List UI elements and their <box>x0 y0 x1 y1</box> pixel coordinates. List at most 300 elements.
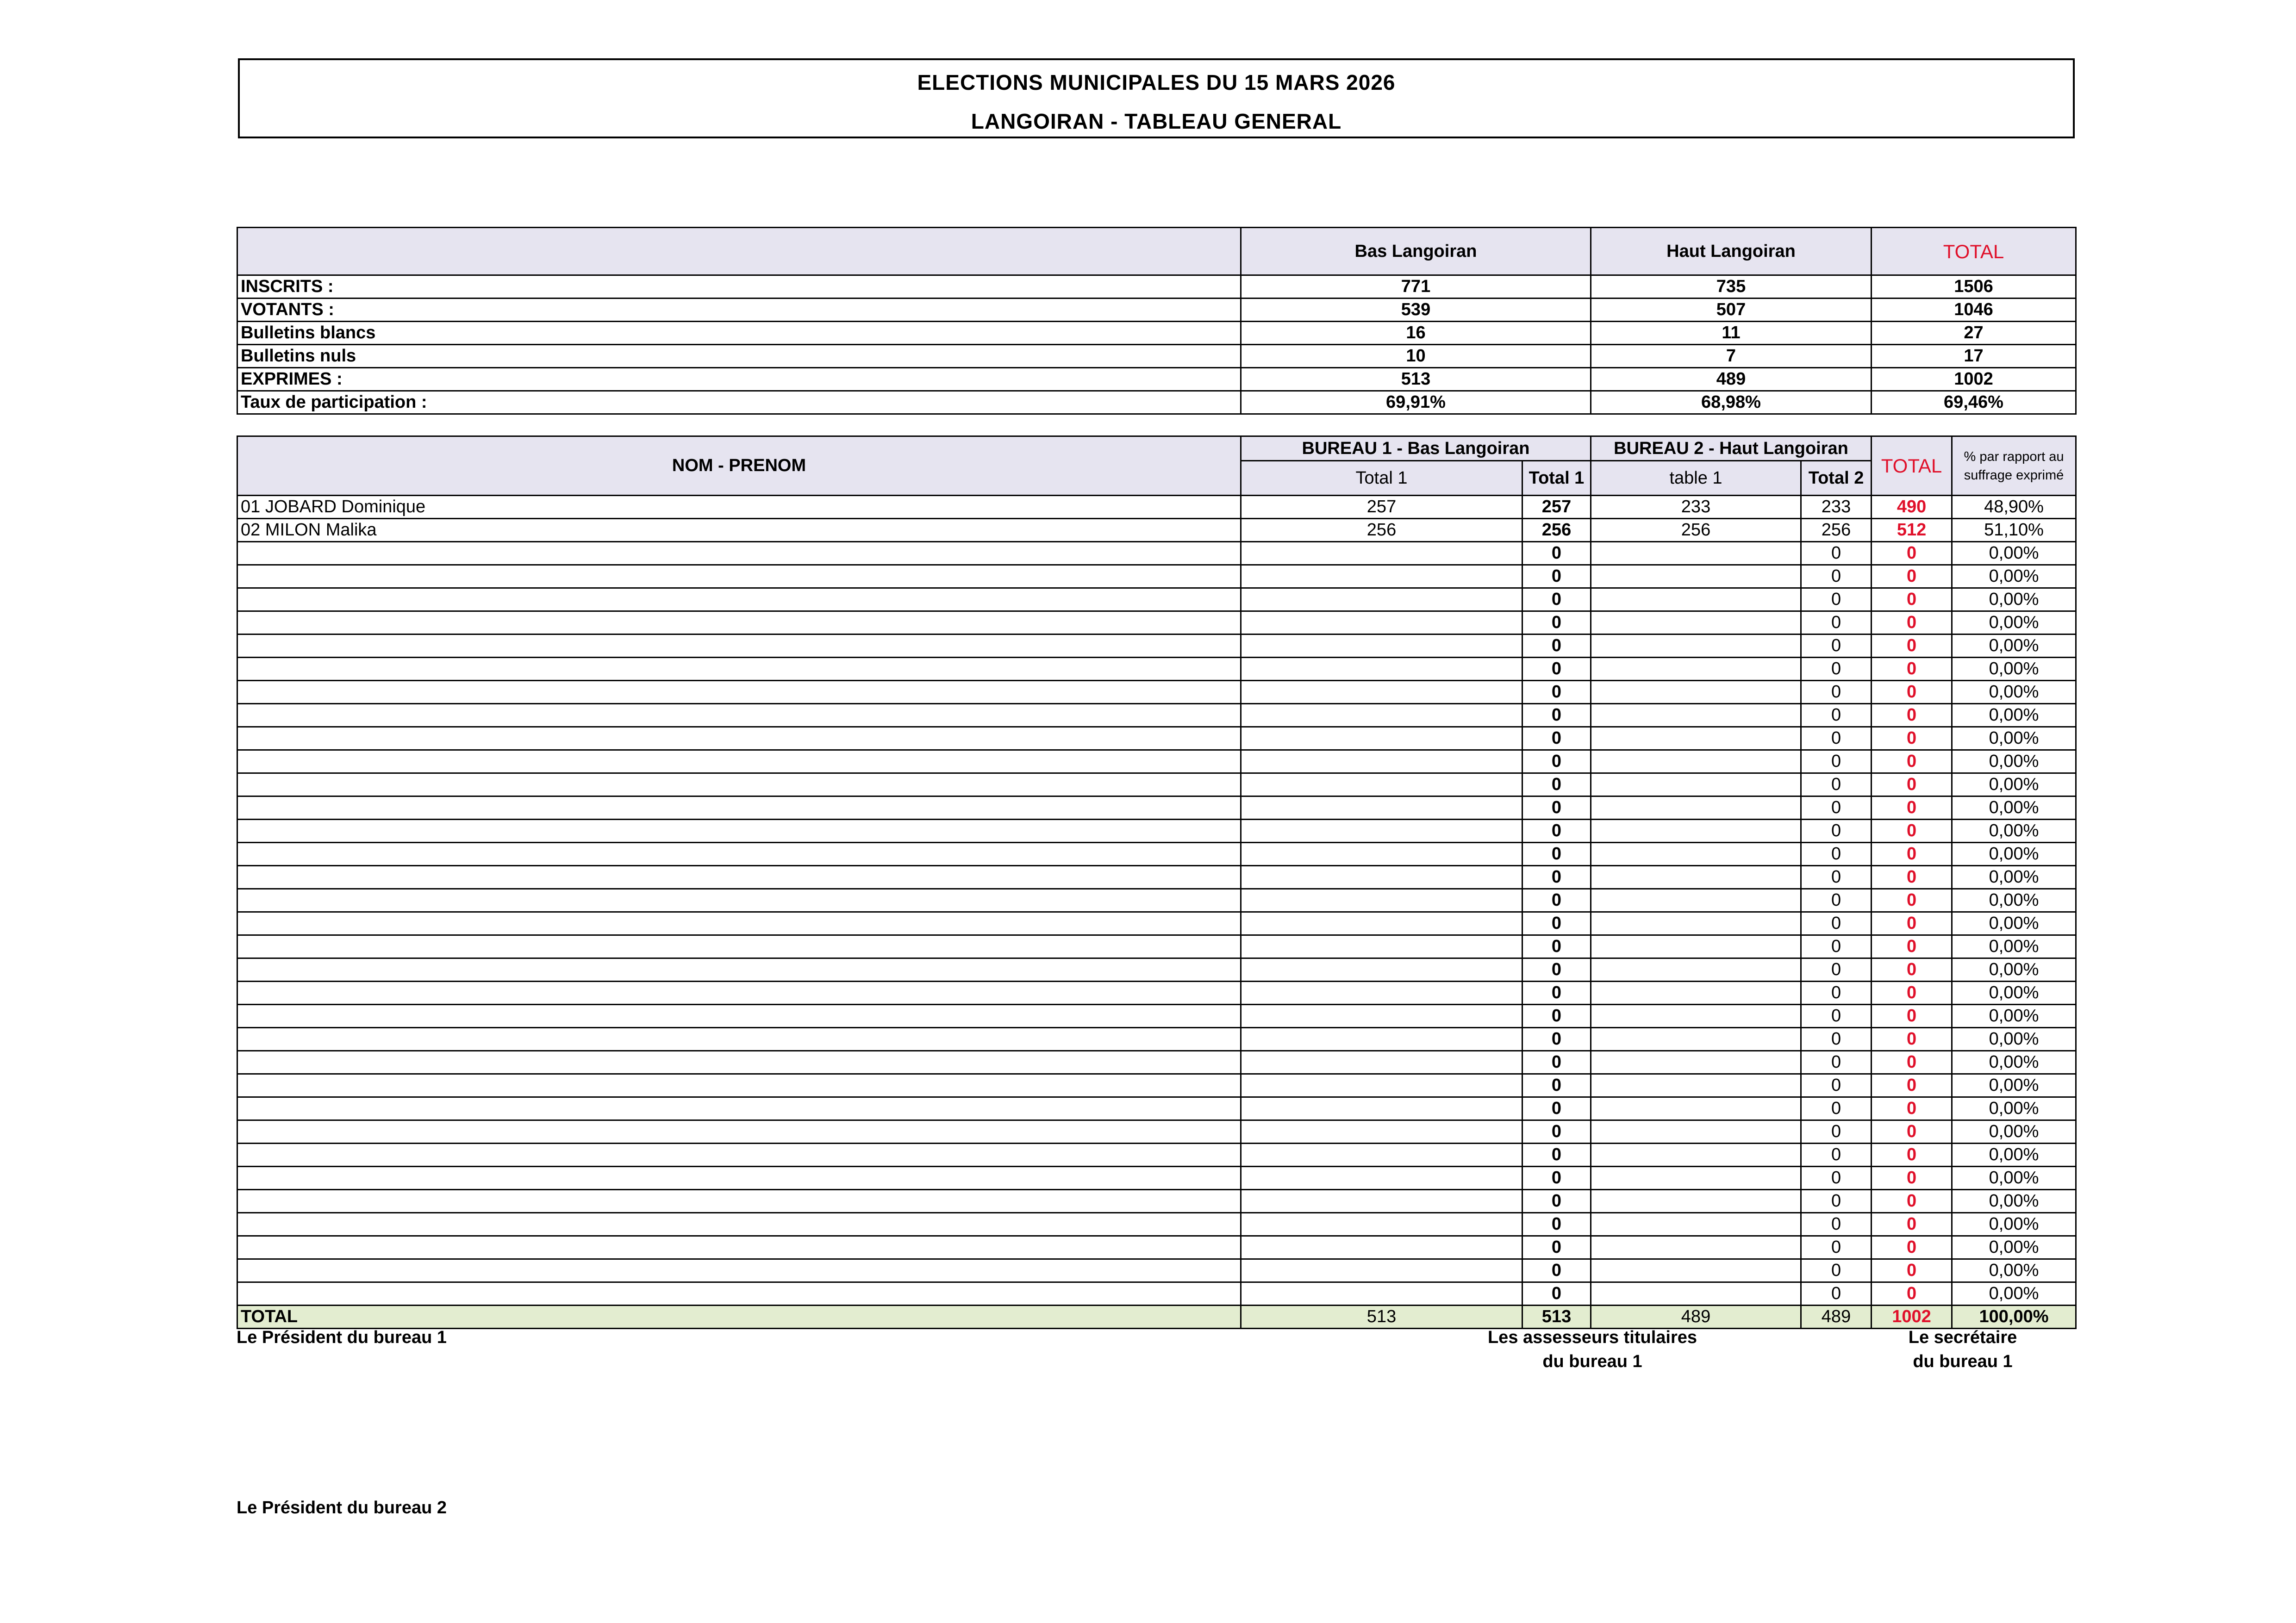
bureau2-votes <box>1591 1213 1801 1236</box>
candidate-total: 0 <box>1872 1213 1952 1236</box>
candidate-total: 0 <box>1872 1097 1952 1120</box>
candidate-total: 0 <box>1872 681 1952 704</box>
bureau1-total: 0 <box>1522 750 1591 773</box>
totals-pct: 100,00% <box>1952 1306 2076 1329</box>
bureau1-votes <box>1241 866 1522 889</box>
bureau1-votes <box>1241 1051 1522 1074</box>
candidate-name <box>237 611 1241 634</box>
candidate-pct: 0,00% <box>1952 796 2076 820</box>
bureau2-header: BUREAU 2 - Haut Langoiran <box>1591 436 1872 461</box>
candidate-name <box>237 843 1241 866</box>
bureau2-total: 0 <box>1801 982 1872 1005</box>
candidate-total: 0 <box>1872 820 1952 843</box>
bureau2-votes <box>1591 1144 1801 1167</box>
summary-row <box>237 345 2076 368</box>
candidate-total: 0 <box>1872 704 1952 727</box>
candidate-total: 490 <box>1872 496 1952 519</box>
summary-col-total: TOTAL <box>1872 228 2076 275</box>
bureau1-total: 0 <box>1522 912 1591 935</box>
bureau2-total: 0 <box>1801 542 1872 565</box>
candidate-pct: 0,00% <box>1952 1005 2076 1028</box>
candidate-pct: 0,00% <box>1952 1167 2076 1190</box>
bureau1-total: 0 <box>1522 866 1591 889</box>
bureau1-total: 0 <box>1522 982 1591 1005</box>
bureau1-header: BUREAU 1 - Bas Langoiran <box>1241 436 1591 461</box>
candidate-total: 0 <box>1872 1190 1952 1213</box>
bureau1-total: 0 <box>1522 658 1591 681</box>
summary-value: 7 <box>1591 345 1872 368</box>
bureau2-total: 0 <box>1801 958 1872 982</box>
candidate-pct: 0,00% <box>1952 1144 2076 1167</box>
bureau2-total: 0 <box>1801 820 1872 843</box>
bureau1-total: 0 <box>1522 588 1591 611</box>
bureau2-votes <box>1591 1282 1801 1306</box>
bureau1-total: 0 <box>1522 796 1591 820</box>
table-row <box>237 1167 2076 1190</box>
candidate-total: 0 <box>1872 1074 1952 1097</box>
totals-bureau1-total: 513 <box>1522 1306 1591 1329</box>
bureau2-votes <box>1591 704 1801 727</box>
summary-row-label: Bulletins nuls <box>237 345 1241 368</box>
summary-table <box>237 227 2077 415</box>
bureau2-total: 0 <box>1801 889 1872 912</box>
candidate-name <box>237 1097 1241 1120</box>
bureau2-votes <box>1591 843 1801 866</box>
candidate-total: 0 <box>1872 1005 1952 1028</box>
bureau2-votes <box>1591 866 1801 889</box>
bureau1-total: 0 <box>1522 1074 1591 1097</box>
bureau2-total: 0 <box>1801 912 1872 935</box>
bureau1-total: 0 <box>1522 843 1591 866</box>
table-row <box>237 565 2076 588</box>
bureau1-total: 257 <box>1522 496 1591 519</box>
bureau2-votes <box>1591 1190 1801 1213</box>
candidate-total: 0 <box>1872 1028 1952 1051</box>
bureau2-total: 0 <box>1801 796 1872 820</box>
summary-value: 489 <box>1591 368 1872 391</box>
bureau1-total: 0 <box>1522 1005 1591 1028</box>
candidate-total: 0 <box>1872 565 1952 588</box>
bureau2-votes <box>1591 1028 1801 1051</box>
candidate-pct: 0,00% <box>1952 1213 2076 1236</box>
bureau2-votes <box>1591 773 1801 796</box>
bureau1-votes <box>1241 1259 1522 1282</box>
pct-column-header: % par rapport au suffrage exprimé <box>1952 436 2076 496</box>
summary-value: 68,98% <box>1591 391 1872 414</box>
candidate-name: 01 JOBARD Dominique <box>237 496 1241 519</box>
bureau1-total: 0 <box>1522 820 1591 843</box>
summary-row <box>237 391 2076 414</box>
candidate-pct: 0,00% <box>1952 704 2076 727</box>
bureau2-votes <box>1591 750 1801 773</box>
bureau1-total: 0 <box>1522 1282 1591 1306</box>
candidate-pct: 0,00% <box>1952 1259 2076 1282</box>
table-row <box>237 1097 2076 1120</box>
bureau2-total: 0 <box>1801 588 1872 611</box>
summary-value: 11 <box>1591 322 1872 345</box>
candidate-total: 0 <box>1872 727 1952 750</box>
bureau2-total: 0 <box>1801 1167 1872 1190</box>
summary-header-blank <box>237 228 1241 275</box>
bureau2-votes <box>1591 634 1801 658</box>
candidate-name <box>237 796 1241 820</box>
candidate-total: 0 <box>1872 1120 1952 1144</box>
candidate-name <box>237 912 1241 935</box>
summary-value: 16 <box>1241 322 1591 345</box>
bureau1-votes <box>1241 843 1522 866</box>
bureau1-total: 0 <box>1522 1028 1591 1051</box>
table-row <box>237 843 2076 866</box>
summary-value: 735 <box>1591 275 1872 298</box>
candidate-total: 0 <box>1872 773 1952 796</box>
totals-label: TOTAL <box>237 1306 1241 1329</box>
secretaire-label <box>1866 1325 2060 1374</box>
bureau1-votes <box>1241 542 1522 565</box>
table-row <box>237 1259 2076 1282</box>
bureau1-total: 0 <box>1522 889 1591 912</box>
candidate-total: 0 <box>1872 1282 1952 1306</box>
candidate-name <box>237 1282 1241 1306</box>
candidate-name <box>237 773 1241 796</box>
candidate-name <box>237 681 1241 704</box>
candidate-pct: 0,00% <box>1952 889 2076 912</box>
bureau1-total: 0 <box>1522 681 1591 704</box>
candidate-pct: 0,00% <box>1952 1097 2076 1120</box>
bureau2-total: 0 <box>1801 1005 1872 1028</box>
summary-row <box>237 368 2076 391</box>
totals-bureau2-total: 489 <box>1801 1306 1872 1329</box>
candidate-name <box>237 1144 1241 1167</box>
candidate-pct: 0,00% <box>1952 1120 2076 1144</box>
candidate-total: 0 <box>1872 982 1952 1005</box>
candidate-name <box>237 658 1241 681</box>
candidate-pct: 0,00% <box>1952 843 2076 866</box>
candidate-pct: 51,10% <box>1952 519 2076 542</box>
bureau1-votes <box>1241 634 1522 658</box>
candidate-total: 0 <box>1872 958 1952 982</box>
table-row <box>237 1074 2076 1097</box>
bureau2-total: 0 <box>1801 843 1872 866</box>
summary-row-label: Taux de participation : <box>237 391 1241 414</box>
bureau2-votes <box>1591 889 1801 912</box>
bureau1-votes <box>1241 588 1522 611</box>
summary-value: 513 <box>1241 368 1591 391</box>
candidate-name <box>237 1051 1241 1074</box>
bureau2-total: 0 <box>1801 634 1872 658</box>
candidate-total: 512 <box>1872 519 1952 542</box>
bureau2-votes <box>1591 935 1801 958</box>
bureau1-votes <box>1241 820 1522 843</box>
candidate-pct: 0,00% <box>1952 658 2076 681</box>
table-row <box>237 982 2076 1005</box>
bureau1-total: 0 <box>1522 704 1591 727</box>
candidate-name <box>237 820 1241 843</box>
candidate-pct: 0,00% <box>1952 634 2076 658</box>
candidate-pct: 0,00% <box>1952 565 2076 588</box>
bureau2-votes <box>1591 542 1801 565</box>
summary-value: 17 <box>1872 345 2076 368</box>
bureau2-votes <box>1591 1074 1801 1097</box>
candidate-name <box>237 1167 1241 1190</box>
table-row <box>237 588 2076 611</box>
bureau1-total-sub-header: Total 1 <box>1522 461 1591 496</box>
bureau1-votes <box>1241 727 1522 750</box>
candidate-name <box>237 704 1241 727</box>
candidate-total: 0 <box>1872 1236 1952 1259</box>
bureau1-total: 0 <box>1522 1120 1591 1144</box>
bureau2-total: 233 <box>1801 496 1872 519</box>
table-row <box>237 727 2076 750</box>
candidate-pct: 0,00% <box>1952 1074 2076 1097</box>
candidate-pct: 0,00% <box>1952 542 2076 565</box>
candidate-total: 0 <box>1872 843 1952 866</box>
bureau2-votes <box>1591 958 1801 982</box>
candidate-name <box>237 1120 1241 1144</box>
summary-row-label: EXPRIMES : <box>237 368 1241 391</box>
document-subtitle: LANGOIRAN - TABLEAU GENERAL <box>971 109 1342 133</box>
bureau2-total-sub-header: Total 2 <box>1801 461 1872 496</box>
table-row <box>237 1051 2076 1074</box>
candidate-pct: 0,00% <box>1952 1028 2076 1051</box>
bureau1-votes: 257 <box>1241 496 1522 519</box>
bureau1-votes <box>1241 912 1522 935</box>
candidate-name <box>237 1259 1241 1282</box>
bureau1-votes <box>1241 1120 1522 1144</box>
bureau1-total: 0 <box>1522 1259 1591 1282</box>
candidate-pct: 0,00% <box>1952 1051 2076 1074</box>
bureau2-votes <box>1591 820 1801 843</box>
candidate-name <box>237 1236 1241 1259</box>
candidate-name <box>237 727 1241 750</box>
candidate-total: 0 <box>1872 611 1952 634</box>
bureau1-total: 0 <box>1522 1097 1591 1120</box>
bureau2-votes <box>1591 565 1801 588</box>
results-table <box>237 435 2077 1329</box>
bureau1-total: 0 <box>1522 1213 1591 1236</box>
bureau2-total: 0 <box>1801 681 1872 704</box>
bureau2-total: 0 <box>1801 1144 1872 1167</box>
table-row <box>237 1282 2076 1306</box>
candidate-total: 0 <box>1872 634 1952 658</box>
totals-row <box>237 1306 2076 1329</box>
candidate-name <box>237 588 1241 611</box>
bureau1-votes <box>1241 1028 1522 1051</box>
bureau2-votes <box>1591 681 1801 704</box>
table-row <box>237 935 2076 958</box>
table-row <box>237 773 2076 796</box>
bureau2-total: 0 <box>1801 1282 1872 1306</box>
table-row <box>237 866 2076 889</box>
bureau2-total: 0 <box>1801 1051 1872 1074</box>
candidate-total: 0 <box>1872 588 1952 611</box>
table-row <box>237 1213 2076 1236</box>
bureau2-votes <box>1591 588 1801 611</box>
summary-header-row <box>237 228 2076 275</box>
totals-bureau1-votes: 513 <box>1241 1306 1522 1329</box>
bureau2-total: 0 <box>1801 1028 1872 1051</box>
bureau1-votes <box>1241 1144 1522 1167</box>
table-row <box>237 1120 2076 1144</box>
summary-row-label: VOTANTS : <box>237 298 1241 322</box>
bureau1-votes <box>1241 611 1522 634</box>
candidate-name <box>237 1074 1241 1097</box>
bureau1-votes <box>1241 1282 1522 1306</box>
name-column-header: NOM - PRENOM <box>237 436 1241 496</box>
summary-value: 507 <box>1591 298 1872 322</box>
table-row <box>237 889 2076 912</box>
candidate-name <box>237 750 1241 773</box>
bureau2-total: 0 <box>1801 866 1872 889</box>
bureau2-votes <box>1591 1051 1801 1074</box>
candidate-pct: 0,00% <box>1952 912 2076 935</box>
summary-row <box>237 322 2076 345</box>
bureau1-votes <box>1241 773 1522 796</box>
bureau2-votes <box>1591 1259 1801 1282</box>
bureau2-total: 0 <box>1801 1213 1872 1236</box>
bureau1-total: 0 <box>1522 727 1591 750</box>
candidate-name <box>237 1213 1241 1236</box>
bureau1-votes <box>1241 1074 1522 1097</box>
candidate-pct: 0,00% <box>1952 1282 2076 1306</box>
candidate-pct: 0,00% <box>1952 1190 2076 1213</box>
candidate-name <box>237 982 1241 1005</box>
summary-value: 10 <box>1241 345 1591 368</box>
table-row <box>237 681 2076 704</box>
summary-value: 539 <box>1241 298 1591 322</box>
bureau1-votes <box>1241 658 1522 681</box>
totals-bureau2-votes: 489 <box>1591 1306 1801 1329</box>
bureau2-votes <box>1591 658 1801 681</box>
bureau1-total: 0 <box>1522 611 1591 634</box>
summary-value: 771 <box>1241 275 1591 298</box>
table-row <box>237 1028 2076 1051</box>
bureau1-total: 256 <box>1522 519 1591 542</box>
bureau1-total: 0 <box>1522 1167 1591 1190</box>
assesseurs-label <box>1454 1325 1731 1374</box>
candidate-total: 0 <box>1872 935 1952 958</box>
candidate-name <box>237 889 1241 912</box>
table-row <box>237 958 2076 982</box>
candidate-pct: 0,00% <box>1952 982 2076 1005</box>
candidate-total: 0 <box>1872 1167 1952 1190</box>
summary-value: 1506 <box>1872 275 2076 298</box>
bureau1-votes <box>1241 935 1522 958</box>
candidate-total: 0 <box>1872 1259 1952 1282</box>
table-row <box>237 634 2076 658</box>
candidate-pct: 0,00% <box>1952 773 2076 796</box>
document-title-box <box>238 58 2075 138</box>
table-row <box>237 611 2076 634</box>
bureau2-votes <box>1591 1097 1801 1120</box>
table-row <box>237 542 2076 565</box>
candidate-total: 0 <box>1872 866 1952 889</box>
summary-row-label: INSCRITS : <box>237 275 1241 298</box>
candidate-total: 0 <box>1872 796 1952 820</box>
candidate-name <box>237 866 1241 889</box>
bureau1-votes <box>1241 958 1522 982</box>
table-row <box>237 1236 2076 1259</box>
table-row <box>237 820 2076 843</box>
bureau1-sub-header: Total 1 <box>1241 461 1522 496</box>
summary-row-label: Bulletins blancs <box>237 322 1241 345</box>
assesseurs-line-1: Les assesseurs titulaires <box>1487 1328 1697 1347</box>
table-row <box>237 750 2076 773</box>
summary-value: 27 <box>1872 322 2076 345</box>
bureau2-votes <box>1591 982 1801 1005</box>
summary-col-bas-langoiran: Bas Langoiran <box>1241 228 1591 275</box>
candidate-total: 0 <box>1872 1051 1952 1074</box>
bureau2-total: 256 <box>1801 519 1872 542</box>
bureau2-votes <box>1591 912 1801 935</box>
total-column-header: TOTAL <box>1872 436 1952 496</box>
bureau2-total: 0 <box>1801 565 1872 588</box>
candidate-pct: 0,00% <box>1952 588 2076 611</box>
candidate-total: 0 <box>1872 1144 1952 1167</box>
bureau2-sub-header: table 1 <box>1591 461 1801 496</box>
candidate-pct: 0,00% <box>1952 750 2076 773</box>
candidate-pct: 0,00% <box>1952 1236 2076 1259</box>
table-row <box>237 1144 2076 1167</box>
bureau1-votes <box>1241 1236 1522 1259</box>
bureau2-votes <box>1591 1167 1801 1190</box>
bureau2-votes <box>1591 611 1801 634</box>
candidate-total: 0 <box>1872 750 1952 773</box>
bureau1-votes <box>1241 1097 1522 1120</box>
table-row <box>237 796 2076 820</box>
secretaire-line-1: Le secrétaire <box>1908 1328 2017 1347</box>
assesseurs-line-2: du bureau 1 <box>1542 1352 1642 1371</box>
candidate-pct: 0,00% <box>1952 681 2076 704</box>
summary-value: 1002 <box>1872 368 2076 391</box>
candidate-total: 0 <box>1872 889 1952 912</box>
bureau2-votes: 256 <box>1591 519 1801 542</box>
bureau1-total: 0 <box>1522 634 1591 658</box>
bureau1-votes <box>1241 889 1522 912</box>
bureau1-total: 0 <box>1522 565 1591 588</box>
bureau1-total: 0 <box>1522 1051 1591 1074</box>
bureau1-votes <box>1241 982 1522 1005</box>
bureau1-total: 0 <box>1522 1144 1591 1167</box>
candidate-name <box>237 634 1241 658</box>
candidate-pct: 0,00% <box>1952 935 2076 958</box>
president-bureau2-label: Le Président du bureau 2 <box>237 1498 447 1517</box>
document-title: ELECTIONS MUNICIPALES DU 15 MARS 2026 <box>917 70 1396 94</box>
bureau1-total: 0 <box>1522 935 1591 958</box>
bureau1-votes <box>1241 681 1522 704</box>
candidate-pct: 0,00% <box>1952 727 2076 750</box>
table-row <box>237 519 2076 542</box>
bureau2-votes <box>1591 1120 1801 1144</box>
bureau1-votes <box>1241 1167 1522 1190</box>
president-bureau1-label: Le Président du bureau 1 <box>237 1328 447 1347</box>
bureau1-votes <box>1241 565 1522 588</box>
bureau2-total: 0 <box>1801 1097 1872 1120</box>
bureau1-votes <box>1241 1190 1522 1213</box>
summary-row <box>237 275 2076 298</box>
bureau2-votes: 233 <box>1591 496 1801 519</box>
bureau1-votes <box>1241 1005 1522 1028</box>
bureau2-total: 0 <box>1801 1190 1872 1213</box>
bureau1-total: 0 <box>1522 1236 1591 1259</box>
bureau1-votes <box>1241 704 1522 727</box>
bureau2-total: 0 <box>1801 1120 1872 1144</box>
table-row <box>237 658 2076 681</box>
bureau1-total: 0 <box>1522 542 1591 565</box>
candidate-name <box>237 935 1241 958</box>
summary-value: 69,46% <box>1872 391 2076 414</box>
candidate-pct: 0,00% <box>1952 611 2076 634</box>
candidate-name: 02 MILON Malika <box>237 519 1241 542</box>
